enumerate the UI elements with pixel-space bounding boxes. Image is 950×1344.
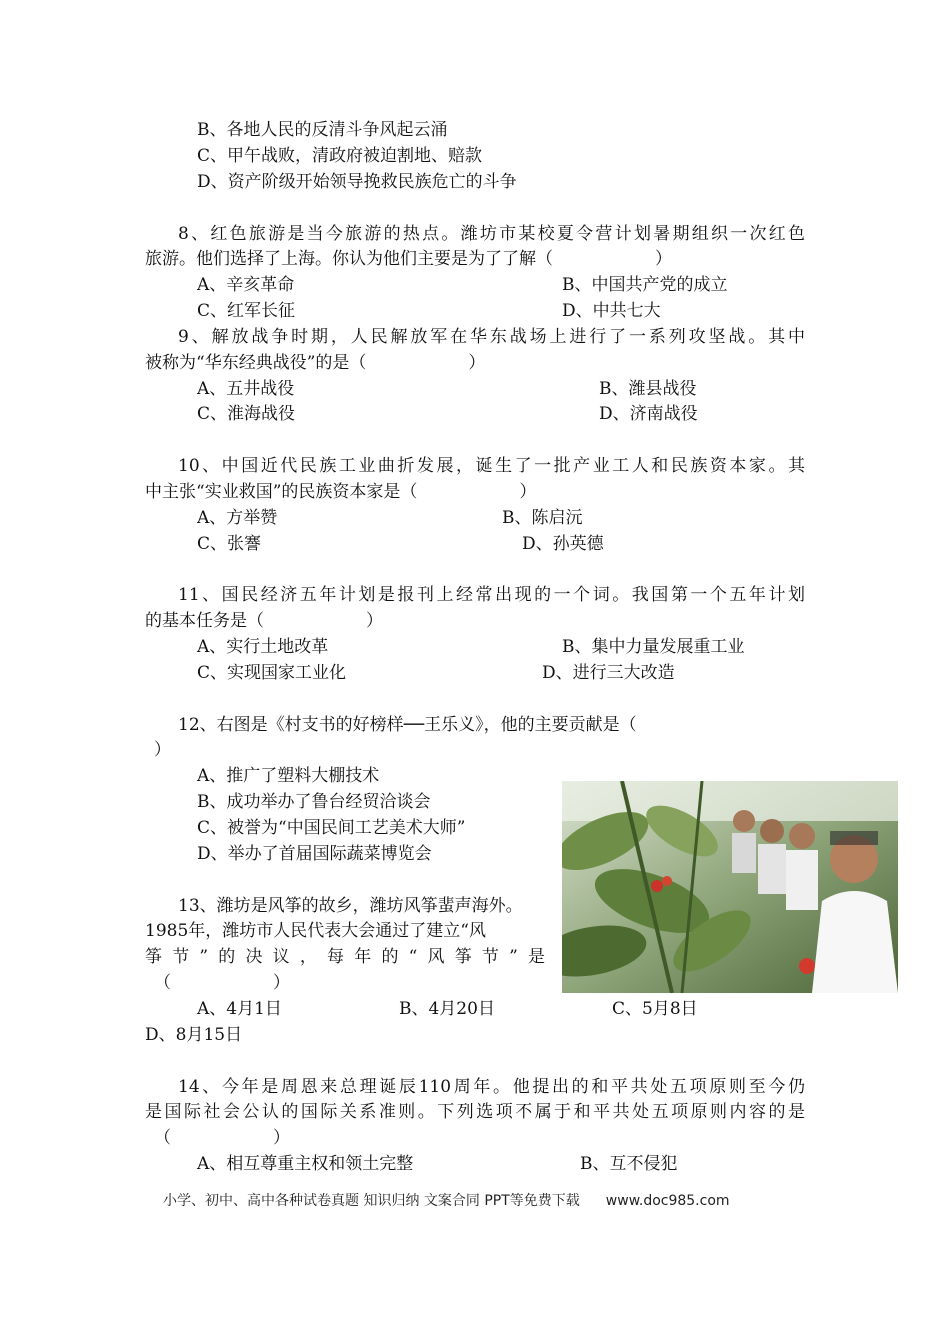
q12-option-b: B、成功举办了鲁台经贸洽谈会 <box>197 792 431 812</box>
q9-stem-line2: 被称为“华东经典战役”的是（ ） <box>145 353 486 373</box>
q11-option-a: A、实行土地改革 <box>197 637 329 657</box>
greenhouse-photo-image <box>562 781 898 993</box>
q12-option-c: C、被誉为“中国民间工艺美术大师” <box>197 818 466 838</box>
q8-stem-line2: 旅游。他们选择了上海。你认为他们主要是为了了解（ ） <box>145 249 672 269</box>
q9-stem-line1: 9、解放战争时期，人民解放军在华东战场上进行了一系列攻坚战。其中 <box>178 327 805 347</box>
q9-option-b: B、潍县战役 <box>599 379 697 399</box>
q14-stem-line1: 14、今年是周恩来总理诞辰110周年。他提出的和平共处五项原则至今仍 <box>178 1077 805 1097</box>
q7-option-c: C、甲午战败，清政府被迫割地、赔款 <box>197 146 483 166</box>
q14-option-b: B、互不侵犯 <box>580 1154 678 1174</box>
page-footer <box>163 1190 730 1212</box>
q13-stem-line3: 筝节”的决议，每年的“风筝节”是 <box>145 947 545 967</box>
q13-option-d: D、8月15日 <box>145 1025 243 1045</box>
q11-option-c: C、实现国家工业化 <box>197 663 347 683</box>
q14-stem-line2: 是国际社会公认的国际关系准则。下列选项不属于和平共处五项原则内容的是 <box>145 1102 805 1122</box>
q14-option-a: A、相互尊重主权和领土完整 <box>197 1154 414 1174</box>
q11-option-d: D、进行三大改造 <box>542 663 675 683</box>
q13-stem-line1: 13、潍坊是风筝的故乡，潍坊风筝蜚声海外。 <box>178 896 523 916</box>
greenhouse-photo <box>562 781 898 993</box>
q11-stem-line1: 11、国民经济五年计划是报刊上经常出现的一个词。我国第一个五年计划 <box>178 585 805 605</box>
q10-option-b: B、陈启沅 <box>502 508 583 528</box>
q9-option-a: A、五井战役 <box>197 379 295 399</box>
q9-option-d: D、济南战役 <box>599 404 698 424</box>
q8-option-d: D、中共七大 <box>562 301 661 321</box>
q13-option-a: A、4月1日 <box>197 999 282 1019</box>
q12-stem-line2: ） <box>154 740 171 760</box>
q7-option-d: D、资产阶级开始领导挽救民族危亡的斗争 <box>197 172 517 192</box>
q7-option-b: B、各地人民的反清斗争风起云涌 <box>197 120 448 140</box>
q8-stem-line1: 8、红色旅游是当今旅游的热点。潍坊市某校夏令营计划暑期组织一次红色 <box>178 224 805 244</box>
footer-url[interactable]: www.doc985.com <box>605 1193 730 1209</box>
q13-stem-line2: 1985年，潍坊市人民代表大会通过了建立“风 <box>145 921 486 941</box>
q12-option-d: D、举办了首届国际蔬菜博览会 <box>197 844 432 864</box>
q10-stem-line2: 中主张“实业救国”的民族资本家是（ ） <box>145 482 537 502</box>
q9-option-c: C、淮海战役 <box>197 404 296 424</box>
q10-stem-line1: 10、中国近代民族工业曲折发展，诞生了一批产业工人和民族资本家。其 <box>178 456 805 476</box>
q11-stem-line2: 的基本任务是（ ） <box>145 611 383 631</box>
q8-option-a: A、辛亥革命 <box>197 275 295 295</box>
q10-option-c: C、张謇 <box>197 534 262 554</box>
footer-text: 小学、初中、高中各种试卷真题 知识归纳 文案合同 PPT等免费下载 <box>163 1193 580 1209</box>
q13-option-b: B、4月20日 <box>399 999 495 1019</box>
q12-stem-line1: 12、右图是《村支书的好榜样──王乐义》，他的主要贡献是（ <box>178 715 637 735</box>
q13-option-c: C、5月8日 <box>612 999 698 1019</box>
q8-option-b: B、中国共产党的成立 <box>562 275 728 295</box>
q10-option-d: D、孙英德 <box>522 534 604 554</box>
q8-option-c: C、红军长征 <box>197 301 296 321</box>
q10-option-a: A、方举赞 <box>197 508 278 528</box>
q12-option-a: A、推广了塑料大棚技术 <box>197 766 380 786</box>
q11-option-b: B、集中力量发展重工业 <box>562 637 745 657</box>
q13-stem-line4: （ ） <box>154 973 290 993</box>
q14-stem-line3: （ ） <box>154 1128 290 1148</box>
